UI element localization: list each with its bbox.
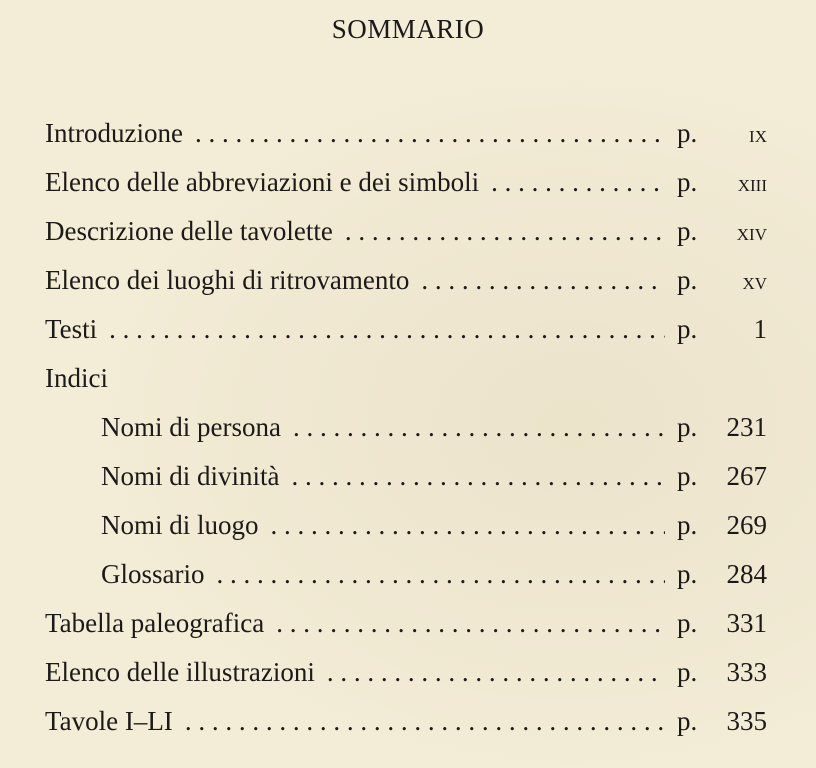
toc-entry-label: Elenco dei luoghi di ritrovamento [45, 265, 410, 295]
page-prefix: p. [677, 314, 698, 344]
page-prefix: p. [677, 559, 698, 589]
page-number: ix [749, 122, 767, 148]
page-number: 269 [726, 510, 767, 540]
toc-entry-label: Testi [45, 314, 98, 344]
page-prefix: p. [677, 461, 698, 491]
dot-leader [345, 216, 665, 247]
dot-leader [217, 559, 666, 590]
page-prefix: p. [677, 608, 698, 638]
toc-entry-label: Descrizione delle tavolette [45, 216, 333, 246]
page-number: xv [742, 269, 767, 295]
toc-subentry [45, 461, 767, 510]
toc-entry [45, 265, 767, 314]
toc-entry [45, 706, 767, 755]
toc-entry-label: Nomi di divinità [101, 461, 280, 491]
toc-entry [45, 608, 767, 657]
toc-entry [45, 118, 767, 167]
page-prefix: p. [677, 706, 698, 736]
page-prefix: p. [677, 412, 698, 442]
table-of-contents [45, 118, 767, 755]
page-prefix: p. [677, 216, 698, 246]
dot-leader [109, 314, 665, 345]
dot-leader [185, 706, 665, 737]
page-number: 333 [726, 657, 767, 687]
toc-entry-label: Nomi di luogo [101, 510, 259, 540]
toc-entry-label: Nomi di persona [101, 412, 281, 442]
page-number: 1 [753, 314, 767, 344]
page-number: xiii [737, 171, 767, 197]
page-prefix: p. [677, 118, 698, 148]
toc-entry-label: Introduzione [45, 118, 183, 148]
dot-leader [491, 167, 665, 198]
toc-entry-label: Indici [45, 363, 108, 393]
page-prefix: p. [677, 657, 698, 687]
toc-subentry [45, 510, 767, 559]
toc-section-heading [45, 363, 767, 412]
toc-entry [45, 216, 767, 265]
dot-leader [327, 657, 665, 688]
page-number: xiv [736, 220, 767, 246]
page-prefix: p. [677, 265, 698, 295]
page-prefix: p. [677, 167, 698, 197]
page-prefix: p. [677, 510, 698, 540]
toc-subentry [45, 559, 767, 608]
page-number: 335 [726, 706, 767, 736]
dot-leader [292, 461, 666, 492]
page-number: 231 [726, 412, 767, 442]
page-title: SOMMARIO [331, 14, 485, 44]
dot-leader [276, 608, 665, 639]
page-number: 284 [726, 559, 767, 589]
page-number: 331 [726, 608, 767, 638]
toc-entry-label: Tavole I–LI [45, 706, 173, 736]
toc-entry [45, 657, 767, 706]
toc-entry [45, 314, 767, 363]
toc-entry [45, 167, 767, 216]
toc-entry-label: Elenco delle abbreviazioni e dei simboli [45, 167, 480, 197]
page-number: 267 [726, 461, 767, 491]
dot-leader [271, 510, 665, 541]
toc-entry-label: Glossario [101, 559, 205, 589]
dot-leader [195, 118, 665, 149]
toc-entry-label: Tabella paleografica [45, 608, 265, 638]
dot-leader [421, 265, 665, 296]
toc-subentry [45, 412, 767, 461]
dot-leader [293, 412, 665, 443]
toc-entry-label: Elenco delle illustrazioni [45, 657, 315, 687]
